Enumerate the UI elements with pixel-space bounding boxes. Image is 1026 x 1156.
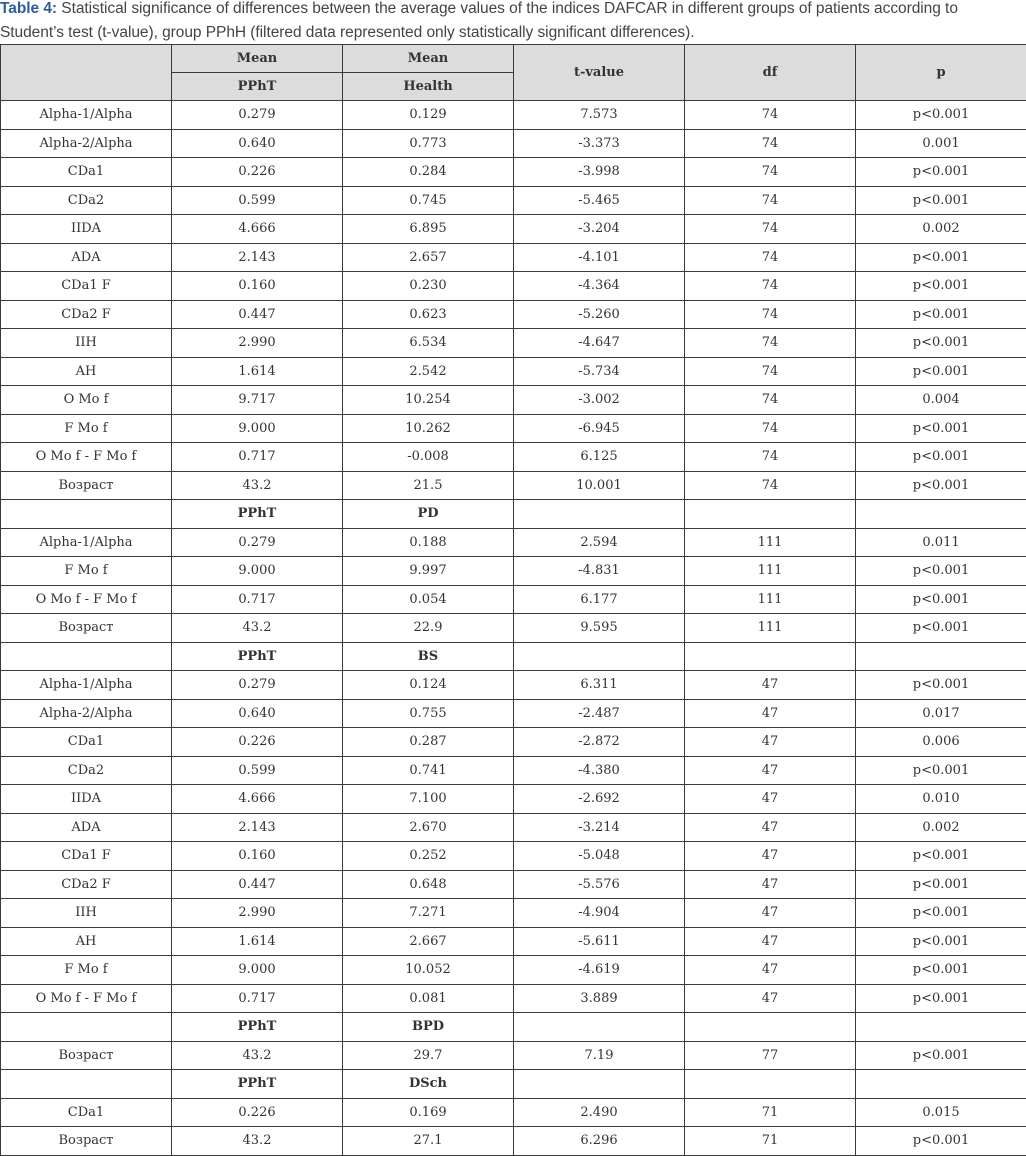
table-row xyxy=(1,984,1026,1013)
index-cell: IIH xyxy=(1,899,172,928)
table-row xyxy=(1,614,1026,643)
mean-1-cell: 4.666 xyxy=(172,785,343,814)
t-value-cell: -2.692 xyxy=(514,785,685,814)
t-value-cell: 3.889 xyxy=(514,984,685,1013)
index-cell: O Mo f - F Mo f xyxy=(1,585,172,614)
t-value-cell: -3.002 xyxy=(514,386,685,415)
mean-1-cell: 4.666 xyxy=(172,215,343,244)
p-cell: 0.017 xyxy=(856,699,1026,728)
mean-1-cell: 1.614 xyxy=(172,357,343,386)
t-value-cell: -3.998 xyxy=(514,158,685,187)
t-value-cell: -4.101 xyxy=(514,243,685,272)
index-cell: CDa2 F xyxy=(1,870,172,899)
header-df: df xyxy=(685,45,856,101)
p-cell: 0.011 xyxy=(856,528,1026,557)
index-cell: CDa1 F xyxy=(1,272,172,301)
index-cell: Alpha-2/Alpha xyxy=(1,129,172,158)
df-cell: 47 xyxy=(685,785,856,814)
df-cell: 47 xyxy=(685,870,856,899)
mean-2-cell: 21.5 xyxy=(343,471,514,500)
df-cell: 74 xyxy=(685,272,856,301)
p-cell: p<0.001 xyxy=(856,899,1026,928)
table-row xyxy=(1,414,1026,443)
index-cell: F Mo f xyxy=(1,414,172,443)
mean-1-cell: 0.599 xyxy=(172,756,343,785)
p-cell xyxy=(856,500,1026,529)
index-cell xyxy=(1,1070,172,1099)
mean-2-cell: 10.262 xyxy=(343,414,514,443)
t-value-cell: 7.573 xyxy=(514,101,685,130)
df-cell: 47 xyxy=(685,899,856,928)
mean-2-cell: 0.755 xyxy=(343,699,514,728)
header-mean-1: Mean xyxy=(172,45,343,73)
mean-2-cell: 6.895 xyxy=(343,215,514,244)
table-row xyxy=(1,272,1026,301)
mean-1-cell: 0.226 xyxy=(172,158,343,187)
t-value-cell: -2.487 xyxy=(514,699,685,728)
p-cell: 0.001 xyxy=(856,129,1026,158)
t-value-cell: -2.872 xyxy=(514,728,685,757)
mean-1-cell: 1.614 xyxy=(172,927,343,956)
table-row xyxy=(1,129,1026,158)
index-cell: CDa2 F xyxy=(1,300,172,329)
t-value-cell: -3.373 xyxy=(514,129,685,158)
table-row xyxy=(1,728,1026,757)
index-cell xyxy=(1,1013,172,1042)
mean-1-cell: 0.717 xyxy=(172,443,343,472)
t-value-cell: -4.364 xyxy=(514,272,685,301)
mean-2-cell: 0.129 xyxy=(343,101,514,130)
mean-1-cell: 9.000 xyxy=(172,557,343,586)
index-cell: CDa1 xyxy=(1,728,172,757)
t-value-cell: -4.647 xyxy=(514,329,685,358)
header-group-2: Health xyxy=(343,73,514,101)
mean-1-cell: 0.640 xyxy=(172,699,343,728)
header-blank xyxy=(1,45,172,101)
df-cell: 111 xyxy=(685,614,856,643)
mean-1-cell: 9.000 xyxy=(172,414,343,443)
table-row xyxy=(1,1098,1026,1127)
mean-2-cell: 2.657 xyxy=(343,243,514,272)
mean-1-cell: 43.2 xyxy=(172,614,343,643)
t-value-cell: -5.260 xyxy=(514,300,685,329)
mean-1-cell: 0.226 xyxy=(172,1098,343,1127)
t-value-cell: -5.465 xyxy=(514,186,685,215)
index-cell: Возраст xyxy=(1,614,172,643)
p-cell: p<0.001 xyxy=(856,414,1026,443)
table-row xyxy=(1,471,1026,500)
index-cell xyxy=(1,642,172,671)
index-cell: F Mo f xyxy=(1,557,172,586)
df-cell xyxy=(685,1013,856,1042)
group-subheader-row xyxy=(1,500,1026,529)
mean-2-cell: 0.252 xyxy=(343,842,514,871)
mean-2-cell: 0.054 xyxy=(343,585,514,614)
df-cell: 47 xyxy=(685,756,856,785)
t-value-cell xyxy=(514,642,685,671)
header-group-1: PPhT xyxy=(172,73,343,101)
mean-1-cell: 43.2 xyxy=(172,471,343,500)
index-cell: Возраст xyxy=(1,1127,172,1156)
index-cell: O Mo f - F Mo f xyxy=(1,984,172,1013)
mean-2-cell: 29.7 xyxy=(343,1041,514,1070)
index-cell: ADA xyxy=(1,813,172,842)
table-row xyxy=(1,386,1026,415)
p-cell: p<0.001 xyxy=(856,243,1026,272)
df-cell: 47 xyxy=(685,984,856,1013)
p-cell: p<0.001 xyxy=(856,671,1026,700)
mean-1-cell: 2.143 xyxy=(172,813,343,842)
p-cell: p<0.001 xyxy=(856,1041,1026,1070)
statistics-table xyxy=(0,44,1026,1156)
t-value-cell: -3.204 xyxy=(514,215,685,244)
t-value-cell: -5.611 xyxy=(514,927,685,956)
mean-1-cell: 9.000 xyxy=(172,956,343,985)
p-cell: p<0.001 xyxy=(856,272,1026,301)
table-row xyxy=(1,357,1026,386)
table-row xyxy=(1,1041,1026,1070)
t-value-cell: 6.311 xyxy=(514,671,685,700)
t-value-cell: -4.831 xyxy=(514,557,685,586)
mean-1-cell: 2.990 xyxy=(172,899,343,928)
mean-1-cell: 43.2 xyxy=(172,1041,343,1070)
mean-2-cell: 2.670 xyxy=(343,813,514,842)
table-row xyxy=(1,870,1026,899)
mean-2-cell: 7.271 xyxy=(343,899,514,928)
df-cell: 111 xyxy=(685,585,856,614)
p-cell: 0.002 xyxy=(856,813,1026,842)
index-cell: O Mo f - F Mo f xyxy=(1,443,172,472)
mean-1-cell: PPhT xyxy=(172,1070,343,1099)
p-cell xyxy=(856,1070,1026,1099)
mean-1-cell: 0.640 xyxy=(172,129,343,158)
df-cell: 74 xyxy=(685,243,856,272)
group-subheader-row xyxy=(1,1070,1026,1099)
mean-1-cell: 0.226 xyxy=(172,728,343,757)
mean-2-cell: 0.745 xyxy=(343,186,514,215)
index-cell: CDa1 F xyxy=(1,842,172,871)
p-cell: p<0.001 xyxy=(856,756,1026,785)
header-t-value: t-value xyxy=(514,45,685,101)
df-cell: 74 xyxy=(685,158,856,187)
mean-1-cell: PPhT xyxy=(172,1013,343,1042)
t-value-cell: -4.619 xyxy=(514,956,685,985)
df-cell: 77 xyxy=(685,1041,856,1070)
t-value-cell: 6.296 xyxy=(514,1127,685,1156)
p-cell: p<0.001 xyxy=(856,842,1026,871)
p-cell: p<0.001 xyxy=(856,471,1026,500)
df-cell: 74 xyxy=(685,471,856,500)
df-cell: 74 xyxy=(685,215,856,244)
mean-2-cell: BS xyxy=(343,642,514,671)
p-cell: p<0.001 xyxy=(856,984,1026,1013)
table-row xyxy=(1,1127,1026,1156)
t-value-cell: 2.490 xyxy=(514,1098,685,1127)
df-cell xyxy=(685,642,856,671)
t-value-cell: -4.380 xyxy=(514,756,685,785)
table-row xyxy=(1,671,1026,700)
mean-2-cell: 7.100 xyxy=(343,785,514,814)
index-cell: CDa2 xyxy=(1,756,172,785)
index-cell: AH xyxy=(1,357,172,386)
table-row xyxy=(1,585,1026,614)
p-cell: 0.006 xyxy=(856,728,1026,757)
table-row xyxy=(1,243,1026,272)
df-cell: 47 xyxy=(685,728,856,757)
df-cell: 47 xyxy=(685,927,856,956)
mean-2-cell: DSch xyxy=(343,1070,514,1099)
t-value-cell: -5.576 xyxy=(514,870,685,899)
df-cell: 111 xyxy=(685,557,856,586)
table-row xyxy=(1,785,1026,814)
p-cell: p<0.001 xyxy=(856,956,1026,985)
p-cell: 0.015 xyxy=(856,1098,1026,1127)
mean-2-cell: 0.741 xyxy=(343,756,514,785)
df-cell: 47 xyxy=(685,956,856,985)
index-cell: CDa1 xyxy=(1,158,172,187)
t-value-cell: 10.001 xyxy=(514,471,685,500)
t-value-cell: 6.177 xyxy=(514,585,685,614)
group-subheader-row xyxy=(1,1013,1026,1042)
mean-2-cell: 0.284 xyxy=(343,158,514,187)
table-row xyxy=(1,158,1026,187)
mean-2-cell: 0.287 xyxy=(343,728,514,757)
t-value-cell: -4.904 xyxy=(514,899,685,928)
df-cell: 74 xyxy=(685,300,856,329)
mean-2-cell: 0.623 xyxy=(343,300,514,329)
df-cell: 74 xyxy=(685,101,856,130)
p-cell: 0.010 xyxy=(856,785,1026,814)
df-cell: 71 xyxy=(685,1127,856,1156)
p-cell: p<0.001 xyxy=(856,614,1026,643)
p-cell: p<0.001 xyxy=(856,585,1026,614)
t-value-cell: 7.19 xyxy=(514,1041,685,1070)
p-cell: p<0.001 xyxy=(856,300,1026,329)
df-cell: 74 xyxy=(685,443,856,472)
t-value-cell: -3.214 xyxy=(514,813,685,842)
table-caption xyxy=(0,0,1026,45)
df-cell: 47 xyxy=(685,671,856,700)
caption-text: Statistical significance of differences between the average values of the indices DAFCAR in different groups of patients according to Student’s test (t-value), group PPhH (filtered data represented only statistically significant differences). xyxy=(0,0,958,41)
mean-1-cell: 0.160 xyxy=(172,272,343,301)
mean-2-cell: 0.169 xyxy=(343,1098,514,1127)
index-cell: IIH xyxy=(1,329,172,358)
mean-2-cell: 0.081 xyxy=(343,984,514,1013)
mean-1-cell: 0.279 xyxy=(172,101,343,130)
df-cell: 74 xyxy=(685,329,856,358)
mean-2-cell: 0.648 xyxy=(343,870,514,899)
p-cell: 0.004 xyxy=(856,386,1026,415)
df-cell xyxy=(685,500,856,529)
table-body xyxy=(1,101,1026,1156)
t-value-cell xyxy=(514,1013,685,1042)
df-cell: 71 xyxy=(685,1098,856,1127)
index-cell: Alpha-2/Alpha xyxy=(1,699,172,728)
table-row xyxy=(1,842,1026,871)
p-cell: p<0.001 xyxy=(856,186,1026,215)
table-row xyxy=(1,186,1026,215)
df-cell: 74 xyxy=(685,357,856,386)
index-cell: Alpha-1/Alpha xyxy=(1,528,172,557)
table-row xyxy=(1,528,1026,557)
p-cell xyxy=(856,642,1026,671)
p-cell: p<0.001 xyxy=(856,870,1026,899)
index-cell: Alpha-1/Alpha xyxy=(1,671,172,700)
index-cell: CDa2 xyxy=(1,186,172,215)
p-cell: p<0.001 xyxy=(856,443,1026,472)
index-cell: IIDA xyxy=(1,785,172,814)
mean-1-cell: 2.143 xyxy=(172,243,343,272)
table-row xyxy=(1,699,1026,728)
table-row xyxy=(1,557,1026,586)
index-cell: IIDA xyxy=(1,215,172,244)
index-cell: F Mo f xyxy=(1,956,172,985)
mean-2-cell: 0.773 xyxy=(343,129,514,158)
p-cell: p<0.001 xyxy=(856,557,1026,586)
mean-2-cell: 10.254 xyxy=(343,386,514,415)
mean-2-cell: 27.1 xyxy=(343,1127,514,1156)
t-value-cell xyxy=(514,500,685,529)
mean-1-cell: 0.599 xyxy=(172,186,343,215)
table-row xyxy=(1,443,1026,472)
df-cell: 74 xyxy=(685,386,856,415)
mean-2-cell: 2.542 xyxy=(343,357,514,386)
p-cell: p<0.001 xyxy=(856,101,1026,130)
mean-1-cell: 43.2 xyxy=(172,1127,343,1156)
mean-2-cell: 22.9 xyxy=(343,614,514,643)
table-row xyxy=(1,101,1026,130)
table-row xyxy=(1,927,1026,956)
mean-1-cell: 9.717 xyxy=(172,386,343,415)
mean-2-cell: 2.667 xyxy=(343,927,514,956)
table-row xyxy=(1,300,1026,329)
p-cell: p<0.001 xyxy=(856,927,1026,956)
df-cell: 74 xyxy=(685,186,856,215)
mean-1-cell: 0.447 xyxy=(172,870,343,899)
df-cell: 74 xyxy=(685,414,856,443)
mean-1-cell: 0.279 xyxy=(172,671,343,700)
mean-2-cell: 10.052 xyxy=(343,956,514,985)
p-cell: p<0.001 xyxy=(856,1127,1026,1156)
index-cell xyxy=(1,500,172,529)
mean-2-cell: BPD xyxy=(343,1013,514,1042)
df-cell: 47 xyxy=(685,813,856,842)
p-cell xyxy=(856,1013,1026,1042)
t-value-cell xyxy=(514,1070,685,1099)
mean-1-cell: 0.160 xyxy=(172,842,343,871)
df-cell: 47 xyxy=(685,699,856,728)
mean-2-cell: -0.008 xyxy=(343,443,514,472)
mean-1-cell: PPhT xyxy=(172,500,343,529)
mean-1-cell: 0.447 xyxy=(172,300,343,329)
header-mean-2: Mean xyxy=(343,45,514,73)
t-value-cell: 2.594 xyxy=(514,528,685,557)
mean-1-cell: 0.279 xyxy=(172,528,343,557)
df-cell: 47 xyxy=(685,842,856,871)
t-value-cell: 9.595 xyxy=(514,614,685,643)
mean-1-cell: 0.717 xyxy=(172,984,343,1013)
mean-1-cell: 0.717 xyxy=(172,585,343,614)
header-p: p xyxy=(856,45,1026,101)
p-cell: p<0.001 xyxy=(856,158,1026,187)
index-cell: CDa1 xyxy=(1,1098,172,1127)
p-cell: p<0.001 xyxy=(856,357,1026,386)
index-cell: ADA xyxy=(1,243,172,272)
p-cell: 0.002 xyxy=(856,215,1026,244)
mean-2-cell: PD xyxy=(343,500,514,529)
table-row xyxy=(1,329,1026,358)
table-row xyxy=(1,899,1026,928)
df-cell: 111 xyxy=(685,528,856,557)
mean-1-cell: PPhT xyxy=(172,642,343,671)
index-cell: Возраст xyxy=(1,471,172,500)
t-value-cell: -5.048 xyxy=(514,842,685,871)
table-label: Table 4: xyxy=(0,0,57,17)
t-value-cell: -5.734 xyxy=(514,357,685,386)
index-cell: Возраст xyxy=(1,1041,172,1070)
index-cell: AH xyxy=(1,927,172,956)
mean-2-cell: 0.188 xyxy=(343,528,514,557)
index-cell: O Mo f xyxy=(1,386,172,415)
table-row xyxy=(1,215,1026,244)
p-cell: p<0.001 xyxy=(856,329,1026,358)
table-row xyxy=(1,956,1026,985)
df-cell xyxy=(685,1070,856,1099)
t-value-cell: -6.945 xyxy=(514,414,685,443)
table-row xyxy=(1,813,1026,842)
t-value-cell: 6.125 xyxy=(514,443,685,472)
index-cell: Alpha-1/Alpha xyxy=(1,101,172,130)
mean-2-cell: 0.230 xyxy=(343,272,514,301)
mean-2-cell: 0.124 xyxy=(343,671,514,700)
df-cell: 74 xyxy=(685,129,856,158)
table-row xyxy=(1,756,1026,785)
mean-2-cell: 9.997 xyxy=(343,557,514,586)
mean-1-cell: 2.990 xyxy=(172,329,343,358)
mean-2-cell: 6.534 xyxy=(343,329,514,358)
group-subheader-row xyxy=(1,642,1026,671)
